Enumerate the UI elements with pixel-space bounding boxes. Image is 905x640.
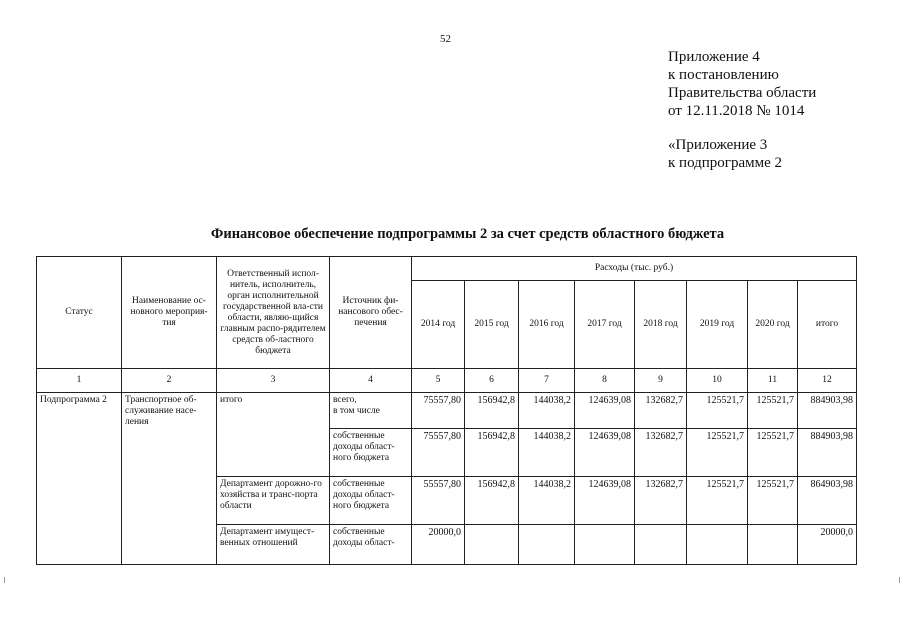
status-cell: Подпрограмма 2 xyxy=(37,393,122,565)
total-cell: 884903,98 xyxy=(798,393,857,429)
appendix-line: Приложение 4 xyxy=(668,49,760,65)
column-number: 2 xyxy=(122,369,217,393)
header-status: Статус xyxy=(37,257,122,369)
total-cell: 20000,0 xyxy=(798,525,857,565)
header-expenses: Расходы (тыс. руб.) xyxy=(412,257,857,281)
value-cell xyxy=(635,525,687,565)
header-responsible: Ответственный испол-нитель, исполнитель, орган исполнительной государственной вла-сти области, являю-щийся главным распо-рядителем средств об-ластного бюджета xyxy=(217,257,330,369)
header-year: 2015 год xyxy=(465,281,519,369)
header-year: 2018 год xyxy=(635,281,687,369)
value-cell: 125521,7 xyxy=(687,429,748,477)
header-year: 2020 год xyxy=(748,281,798,369)
activity-name-cell: Транспортное об-служивание насе-ления xyxy=(122,393,217,565)
column-number: 4 xyxy=(330,369,412,393)
value-cell: 144038,2 xyxy=(519,393,575,429)
value-cell: 55557,80 xyxy=(412,477,465,525)
crop-mark xyxy=(899,577,900,583)
responsible-cell: Департамент имущест-венных отношений xyxy=(217,525,330,565)
value-cell: 20000,0 xyxy=(412,525,465,565)
value-cell: 132682,7 xyxy=(635,429,687,477)
total-cell: 864903,98 xyxy=(798,477,857,525)
page-crop-area xyxy=(0,565,905,640)
document-title: Финансовое обеспечение подпрограммы 2 за счет средств областного бюджета xyxy=(210,226,725,242)
financing-table xyxy=(36,256,857,565)
value-cell: 125521,7 xyxy=(748,393,798,429)
header-year: 2014 год xyxy=(412,281,465,369)
column-number: 3 xyxy=(217,369,330,393)
value-cell: 156942,8 xyxy=(465,393,519,429)
value-cell: 144038,2 xyxy=(519,429,575,477)
column-number: 7 xyxy=(519,369,575,393)
value-cell: 125521,7 xyxy=(748,477,798,525)
column-number: 9 xyxy=(635,369,687,393)
table-row xyxy=(37,393,857,429)
value-cell xyxy=(465,525,519,565)
column-number: 11 xyxy=(748,369,798,393)
value-cell: 124639,08 xyxy=(575,393,635,429)
header-total: итого xyxy=(798,281,857,369)
value-cell: 156942,8 xyxy=(465,429,519,477)
crop-mark xyxy=(4,577,5,583)
appendix-sub-line: к подпрограмме 2 xyxy=(668,155,782,171)
responsible-cell: итого xyxy=(217,393,330,477)
source-cell: собственные доходы област-ного бюджета xyxy=(330,477,412,525)
column-number: 10 xyxy=(687,369,748,393)
value-cell xyxy=(519,525,575,565)
header-year: 2016 год xyxy=(519,281,575,369)
value-cell xyxy=(575,525,635,565)
column-number: 6 xyxy=(465,369,519,393)
appendix-line: Правительства области xyxy=(668,85,817,101)
value-cell: 156942,8 xyxy=(465,477,519,525)
value-cell xyxy=(748,525,798,565)
source-cell: собственные доходы област- xyxy=(330,525,412,565)
column-number: 8 xyxy=(575,369,635,393)
header-year: 2017 год xyxy=(575,281,635,369)
page-number: 52 xyxy=(440,33,451,45)
column-number: 5 xyxy=(412,369,465,393)
value-cell: 124639,08 xyxy=(575,429,635,477)
header-source: Источник фи-нансового обес-печения xyxy=(330,257,412,369)
value-cell: 75557,80 xyxy=(412,429,465,477)
header-name: Наименование ос-новного мероприя-тия xyxy=(122,257,217,369)
value-cell: 144038,2 xyxy=(519,477,575,525)
appendix-line: к постановлению xyxy=(668,67,779,83)
value-cell xyxy=(687,525,748,565)
appendix-line: от 12.11.2018 № 1014 xyxy=(668,103,805,119)
value-cell: 132682,7 xyxy=(635,393,687,429)
header-year: 2019 год xyxy=(687,281,748,369)
appendix-sub-line: «Приложение 3 xyxy=(668,137,768,153)
source-cell: всего, в том числе xyxy=(330,393,412,429)
value-cell: 125521,7 xyxy=(687,477,748,525)
value-cell: 125521,7 xyxy=(687,393,748,429)
appendix-note xyxy=(668,48,816,172)
value-cell: 125521,7 xyxy=(748,429,798,477)
column-number: 12 xyxy=(798,369,857,393)
source-cell: собственные доходы област-ного бюджета xyxy=(330,429,412,477)
value-cell: 132682,7 xyxy=(635,477,687,525)
value-cell: 75557,80 xyxy=(412,393,465,429)
responsible-cell: Департамент дорожно-го хозяйства и транс-порта области xyxy=(217,477,330,525)
total-cell: 884903,98 xyxy=(798,429,857,477)
value-cell: 124639,08 xyxy=(575,477,635,525)
column-number: 1 xyxy=(37,369,122,393)
